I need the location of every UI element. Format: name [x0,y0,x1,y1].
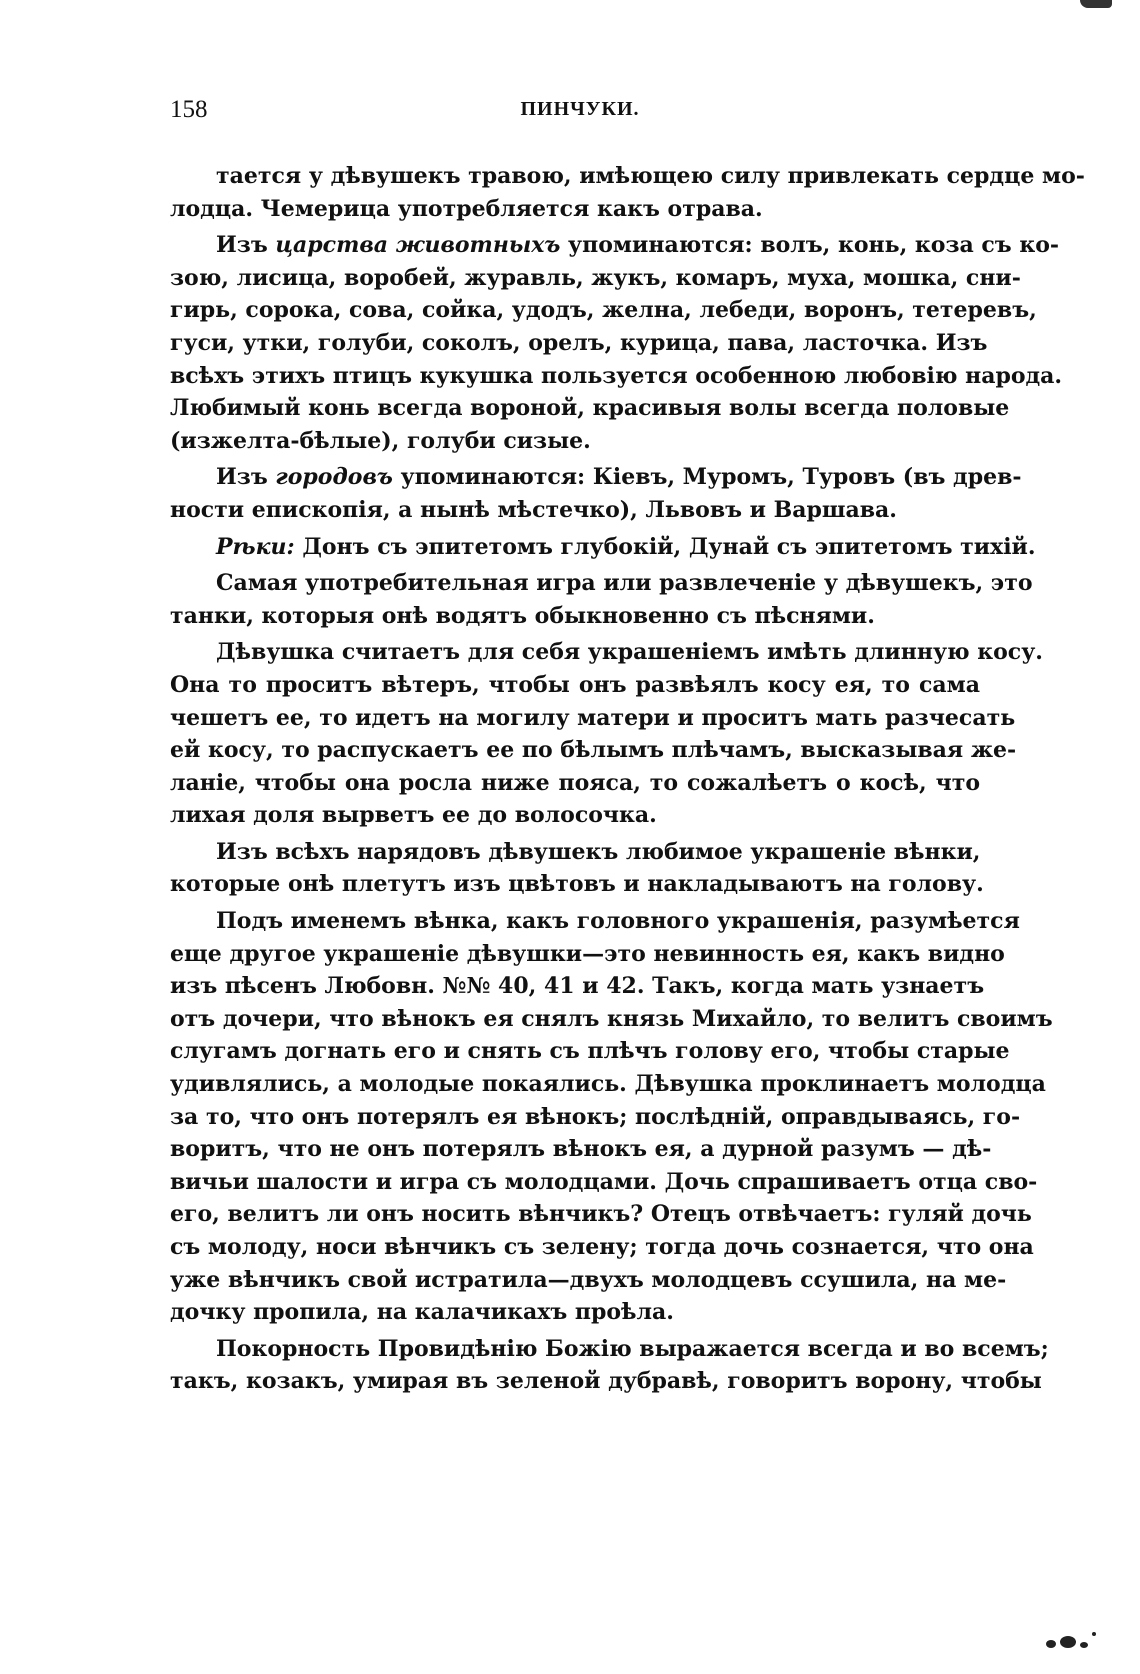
text-line: ности епископія, а нынѣ мѣстечко), Львовъ и Варшава. [170,496,897,523]
text-line: Изъ всѣхъ нарядовъ дѣвушекъ любимое украшеніе вѣнки, [216,838,981,865]
text-line: зою, лисица, воробей, журавль, жукъ, комаръ, муха, мошка, сни- [170,264,1021,291]
paragraph [170,836,984,901]
text-line: гуси, утки, голуби, соколъ, орелъ, курица, пава, ласточка. Изъ [170,329,988,356]
text-line: съ молоду, носи вѣнчикъ съ зелену; тогда дочь сознается, что она [170,1234,1034,1260]
text-line: ей косу, то распускаетъ ее по бѣлымъ плѣчамъ, высказывая же- [170,737,1017,764]
text-line: Покорность Провидѣнію Божію выражается всегда и во всемъ; [216,1335,1049,1362]
text-line: ланіе, чтобы она росла ниже пояса, то сожалѣетъ о косѣ, что [170,769,980,796]
text-line: его, велитъ ли онъ носить вѣнчикъ? Отецъ отвѣчаетъ: гуляй дочь [170,1201,1032,1228]
paragraph [170,160,1085,225]
text-line: Изъ царства животныхъ упоминаются: волъ, конь, коза съ ко- [216,232,1060,259]
text-line: воритъ, что не онъ потерялъ вѣнокъ ея, а дурной разумъ — дѣ- [170,1136,992,1163]
paragraph [170,567,1033,632]
scan-smudge-bottom [1042,1630,1102,1652]
text-line: дочку пропила, на калачикахъ проѣла. [170,1299,674,1326]
text-line: слугамъ догнать его и снять съ плѣчъ голову его, чтобы старые [170,1038,1010,1065]
paragraph [170,905,1053,1329]
text-line: танки, которыя онѣ водятъ обыкновенно съ пѣснями. [170,602,875,629]
text-line: (изжелта-бѣлые), голуби сизые. [170,427,591,454]
text-line: Она то проситъ вѣтеръ, чтобы онъ развѣялъ косу ея, то сама [170,671,980,698]
text-line: изъ пѣсенъ Любовн. №№ 40, 41 и 42. Такъ, когда мать узнаетъ [170,973,985,1000]
text-line: Изъ городовъ упоминаются: Кіевъ, Муромъ, Туровъ (въ древ- [216,464,1022,491]
scan-smudge-top [1080,0,1112,8]
text-line: которые онѣ плетутъ изъ цвѣтовъ и накладываютъ на голову. [170,871,984,898]
text-line: Любимый конь всегда вороной, красивыя волы всегда половые [170,395,1010,422]
text-line: лодца. Чемерица употребляется какъ отрава. [170,195,763,222]
text-line: чешетъ ее, то идетъ на могилу матери и проситъ мать разчесать [170,704,1016,731]
text-line: гирь, сорока, сова, сойка, удодъ, желна, лебеди, воронъ, тетеревъ, [170,297,1037,324]
page-header [170,96,990,136]
text-line: Дѣвушка считаетъ для себя украшеніемъ имѣть длинную косу. [216,639,1043,666]
text-line: Подъ именемъ вѣнка, какъ головного украшенія, разумѣется [216,908,1020,935]
text-line: лихая доля вырветъ ее до волосочка. [170,802,657,829]
text-line: Самая употребительная игра или развлеченіе у дѣвушекъ, это [216,570,1033,597]
text-line: отъ дочери, что вѣнокъ ея снялъ князь Михайло, то велитъ своимъ [170,1005,1053,1032]
text-line: удивлялись, а молодые покаялись. Дѣвушка проклинаетъ молодца [170,1071,1046,1098]
paragraph [170,531,1036,564]
text-line: вичьи шалости и игра съ молодцами. Дочь спрашиваетъ отца сво- [170,1168,1038,1195]
paragraph [170,229,1063,457]
text-line: тается у дѣвушекъ травою, имѣющею силу привлекать сердце мо- [216,163,1085,189]
text-line: такъ, козакъ, умирая въ зеленой дубравѣ, говоритъ ворону, чтобы [170,1368,1042,1395]
paragraph [170,636,1043,832]
page-number: 158 [170,96,208,123]
text-line: за то, что онъ потерялъ ея вѣнокъ; послѣдній, оправдываясь, го- [170,1103,1021,1130]
text-line: Рѣки: Донъ съ эпитетомъ глубокій, Дунай съ эпитетомъ тихій. [216,533,1036,560]
body-text [170,160,1085,1398]
running-title: ПИНЧУКИ. [520,98,640,120]
paragraph [170,1333,1049,1398]
paragraph [170,461,1022,526]
text-line: уже вѣнчикъ свой истратила—двухъ молодцевъ ссушила, на ме- [170,1266,1007,1293]
text-line: всѣхъ этихъ птицъ кукушка пользуется особенною любовію народа. [170,362,1063,389]
text-line: еще другое украшеніе дѣвушки—это невинность ея, какъ видно [170,940,1005,967]
